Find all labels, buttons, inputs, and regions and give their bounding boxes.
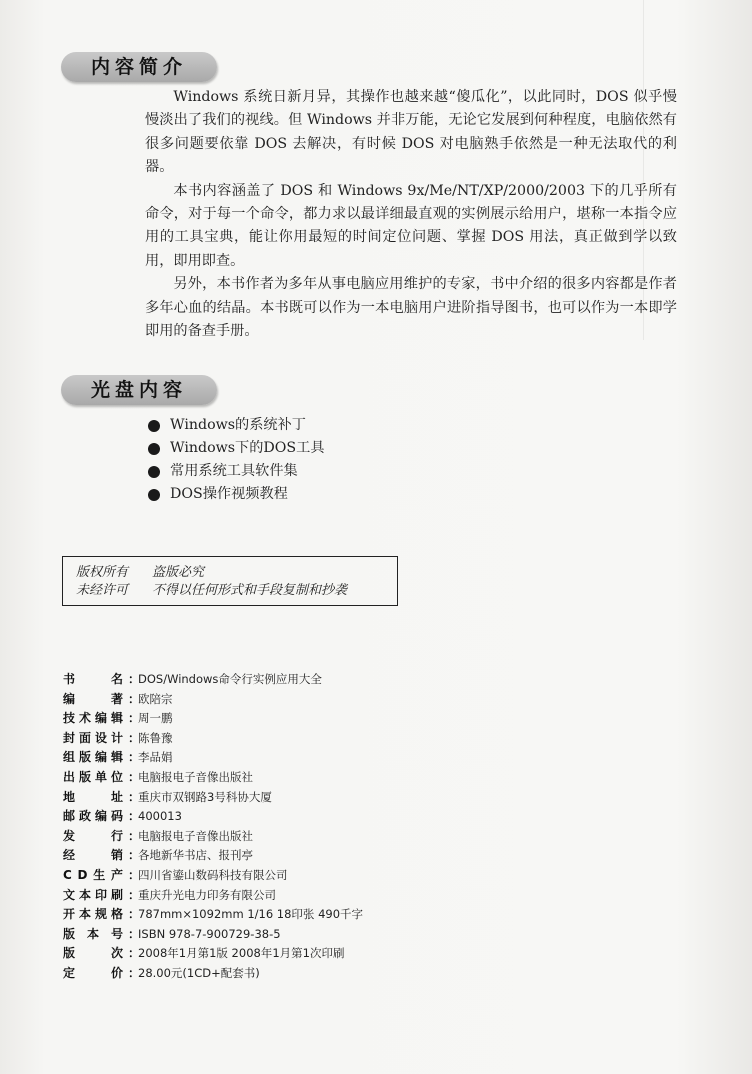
info-key-text: 定 价: [63, 965, 123, 980]
cd-content-list: [148, 414, 325, 506]
info-value: 周一鹏: [138, 711, 173, 726]
info-key: 组 版 编 辑 ：: [63, 748, 138, 768]
info-value: 28.00元(1CD+配套书): [138, 965, 260, 980]
copyright-key: 版权所有: [76, 565, 129, 580]
intro-section-title: 内容简介: [61, 52, 217, 82]
info-key: 经 销 ：: [63, 846, 138, 866]
intro-paragraph: 本书内容涵盖了 DOS 和 Windows 9x/Me/NT/XP/2000/2003 下的几乎所有命令，对于每一个命令，都力求以最详细最直观的实例展示给用户，堪称一本指令应用的工具宝典，能让你用最短的时间定位问题、掌握 DOS 用法，真正做到学以致用，即用即查。: [145, 182, 677, 269]
info-key-text: 出 版 单 位: [63, 769, 123, 784]
info-key: 技 术 编 辑 ：: [63, 709, 138, 729]
info-row: [63, 925, 363, 945]
info-key-text: 编 著: [63, 691, 123, 706]
info-key: 地 址 ：: [63, 788, 138, 808]
info-value: 各地新华书店、报刊亭: [138, 848, 253, 863]
info-row: [63, 944, 363, 964]
info-value: 四川省鎏山数码科技有限公司: [138, 867, 288, 882]
info-key: 开 本 规 格 ：: [63, 905, 138, 925]
cd-item-label: Windows的系统补丁: [170, 417, 306, 433]
cd-section-title: 光盘内容: [61, 375, 217, 405]
copyright-value: 不得以任何形式和手段复制和抄袭: [152, 583, 348, 598]
list-item: [148, 414, 325, 437]
cd-item-label: 常用系统工具软件集: [170, 463, 298, 479]
copyright-row: [76, 564, 397, 582]
bullet-icon: [148, 420, 160, 432]
bullet-icon: [148, 443, 160, 455]
info-row: [63, 846, 363, 866]
info-key-text: 地 址: [63, 789, 123, 804]
info-key-text: 书 名: [63, 672, 123, 686]
info-row: [63, 788, 363, 808]
list-item: [148, 460, 325, 483]
info-row: [63, 866, 363, 886]
info-key-text: 组 版 编 辑: [63, 750, 123, 765]
info-row: [63, 768, 363, 788]
info-row: [63, 905, 363, 925]
info-value: 陈鲁豫: [138, 730, 173, 745]
info-key: 定 价 ：: [63, 964, 138, 984]
info-row: [63, 964, 363, 984]
info-key-text: 邮 政 编 码: [63, 809, 123, 824]
info-row: [63, 748, 363, 768]
info-value: 787mm×1092mm 1/16 18印张 490千字: [138, 907, 364, 922]
info-key-text: C D 生 产: [63, 867, 123, 882]
copyright-key: 未经许可: [76, 583, 129, 598]
info-key-text: 版 次: [63, 946, 123, 961]
info-row: [63, 807, 363, 827]
info-key: 封 面 设 计 ：: [63, 729, 138, 749]
info-key-text: 经 销: [63, 848, 123, 863]
info-row: [63, 729, 363, 749]
list-item: [148, 483, 325, 506]
bullet-icon: [148, 466, 160, 478]
info-key: C D 生 产 ：: [63, 866, 138, 886]
copyright-value: 盗版必究: [152, 565, 205, 580]
info-key: 文 本 印 刷 ：: [63, 886, 138, 906]
info-value: 400013: [138, 809, 182, 824]
info-key: 邮 政 编 码 ：: [63, 807, 138, 827]
info-key: 书 名 ：: [63, 670, 138, 690]
info-key-text: 封 面 设 计: [63, 730, 123, 745]
info-row: [63, 709, 363, 729]
list-item: [148, 437, 325, 460]
info-key: 出 版 单 位 ：: [63, 768, 138, 788]
info-key-text: 技 术 编 辑: [63, 711, 123, 726]
intro-paragraph: 另外，本书作者为多年从事电脑应用维护的专家，书中介绍的很多内容都是作者多年心血的结晶。本书既可以作为一本电脑用户进阶指导图书，也可以作为一本即学即用的备查手册。: [145, 276, 677, 340]
info-value: DOS/Windows命令行实例应用大全: [138, 672, 322, 686]
info-row: [63, 690, 363, 710]
info-value: 电脑报电子音像出版社: [138, 769, 253, 784]
info-key: 版 本 号 ：: [63, 925, 138, 945]
info-key-text: 开 本 规 格: [63, 907, 123, 922]
info-value: 2008年1月第1版 2008年1月第1次印刷: [138, 946, 345, 961]
info-row: [63, 670, 363, 690]
info-key: 编 著 ：: [63, 690, 138, 710]
info-key-text: 文 本 印 刷: [63, 887, 123, 902]
info-value: 欧陪宗: [138, 691, 173, 706]
info-value: 电脑报电子音像出版社: [138, 828, 253, 843]
info-value: 重庆升光电力印务有限公司: [138, 887, 276, 902]
info-key-text: 版 本 号: [63, 926, 123, 941]
copyright-row: [76, 582, 397, 600]
publication-info: [63, 670, 363, 984]
intro-text: [145, 86, 677, 343]
intro-paragraph: Windows 系统日新月异，其操作也越来越“傻瓜化”，以此同时，DOS 似乎慢慢淡出了我们的视线。但 Windows 并非万能，无论它发展到何种程度，电脑依然有很多问题要依靠 DOS 去解决，有时候 DOS 对电脑熟手依然是一种无法取代的利器。: [145, 89, 677, 176]
cd-item-label: DOS操作视频教程: [170, 486, 288, 502]
info-value: 李品娟: [138, 750, 173, 765]
info-value: ISBN 978-7-900729-38-5: [138, 926, 281, 941]
info-row: [63, 827, 363, 847]
copyright-notice: [62, 556, 398, 606]
info-key: 版 次 ：: [63, 944, 138, 964]
info-value: 重庆市双钢路3号科协大厦: [138, 789, 272, 804]
bullet-icon: [148, 489, 160, 501]
info-row: [63, 886, 363, 906]
info-key: 发 行 ：: [63, 827, 138, 847]
cd-item-label: Windows下的DOS工具: [170, 440, 325, 456]
info-key-text: 发 行: [63, 828, 123, 843]
